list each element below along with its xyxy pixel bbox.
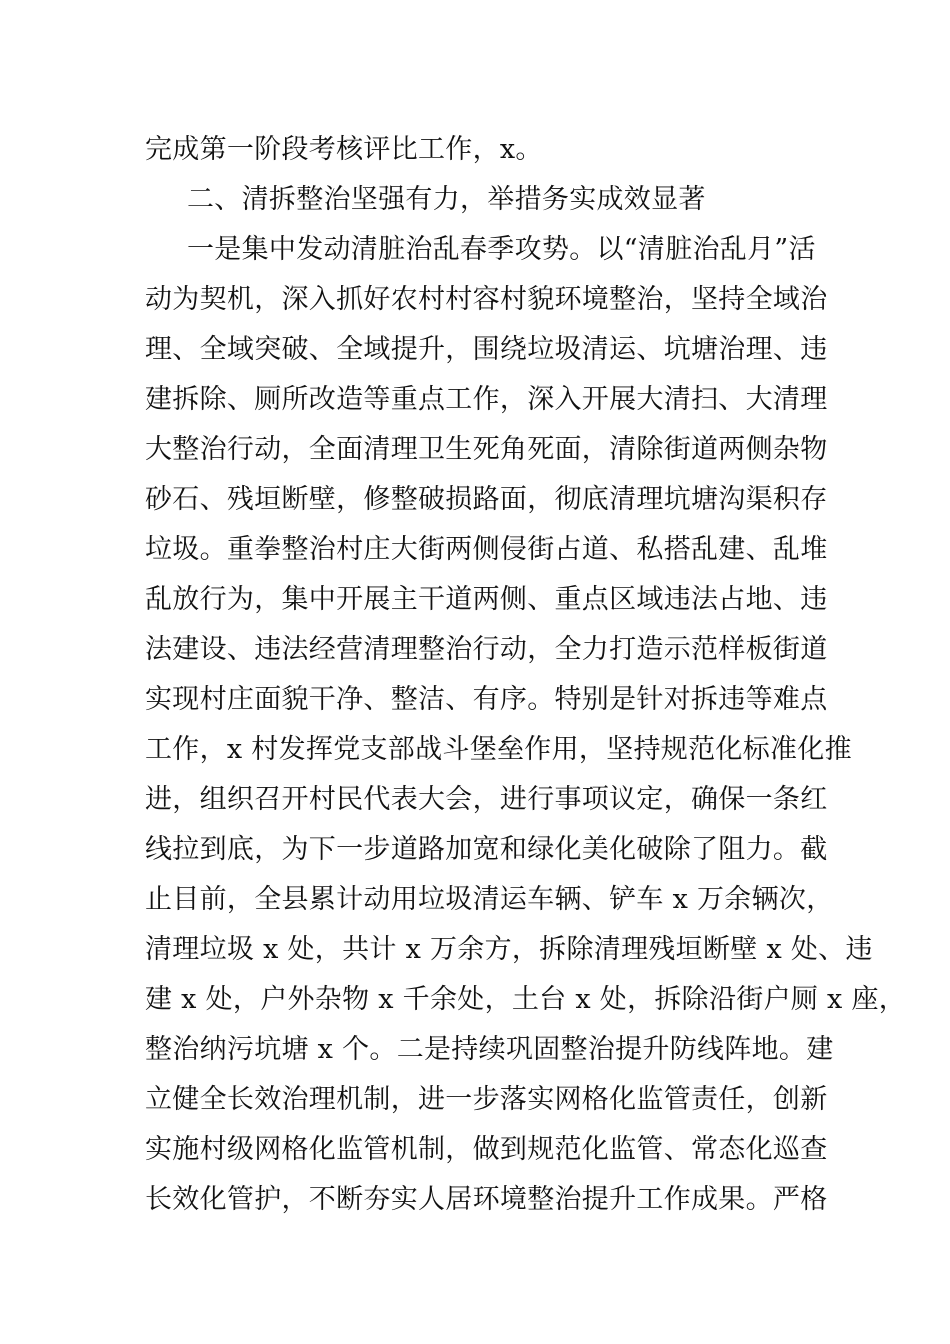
text-line-12: 实现村庄面貌干净、整洁、有序。特别是针对拆违等难点: [145, 684, 828, 715]
text-line-9: 垃圾。重拳整治村庄大街两侧侵街占道、私搭乱建、乱堆: [145, 534, 828, 565]
text-line-11: 法建设、违法经营清理整治行动，全力打造示范样板街道: [145, 634, 828, 665]
text-line-10: 乱放行为，集中开展主干道两侧、重点区域违法占地、违: [145, 584, 828, 615]
text-line-21: 实施村级网格化监管机制，做到规范化监管、常态化巡查: [145, 1134, 828, 1165]
section-heading: 二、清拆整治坚强有力，举措务实成效显著: [187, 184, 706, 215]
text-line-13: 工作，x 村发挥党支部战斗堡垒作用，坚持规范化标准化推: [145, 734, 852, 765]
text-line-3: 一是集中发动清脏治乱春季攻势。以“清脏治乱月”活: [187, 234, 816, 265]
text-line-20: 立健全长效治理机制，进一步落实网格化监管责任，创新: [145, 1084, 828, 1115]
text-line-19: 整治纳污坑塘 x 个。二是持续巩固整治提升防线阵地。建: [145, 1034, 834, 1065]
text-line-4: 动为契机，深入抓好农村村容村貌环境整治，坚持全域治: [145, 284, 828, 315]
text-line-22: 长效化管护，不断夯实人居环境整治提升工作成果。严格: [145, 1184, 828, 1215]
text-line-1: 完成第一阶段考核评比工作，x。: [145, 134, 543, 165]
text-line-8: 砂石、残垣断壁，修整破损路面，彻底清理坑塘沟渠积存: [145, 484, 828, 515]
text-line-7: 大整治行动，全面清理卫生死角死面，清除街道两侧杂物: [145, 434, 828, 465]
text-line-6: 建拆除、厕所改造等重点工作，深入开展大清扫、大清理: [145, 384, 828, 415]
text-line-16: 止目前，全县累计动用垃圾清运车辆、铲车 x 万余辆次，: [145, 884, 834, 915]
text-line-5: 理、全域突破、全域提升，围绕垃圾清运、坑塘治理、违: [145, 334, 828, 365]
text-line-14: 进，组织召开村民代表大会，进行事项议定，确保一条红: [145, 784, 828, 815]
text-line-15: 线拉到底，为下一步道路加宽和绿化美化破除了阻力。截: [145, 834, 828, 865]
text-line-18: 建 x 处，户外杂物 x 千余处，土台 x 处，拆除沿街户厕 x 座，: [145, 984, 907, 1015]
text-line-17: 清理垃圾 x 处，共计 x 万余方，拆除清理残垣断壁 x 处、违: [145, 934, 873, 965]
